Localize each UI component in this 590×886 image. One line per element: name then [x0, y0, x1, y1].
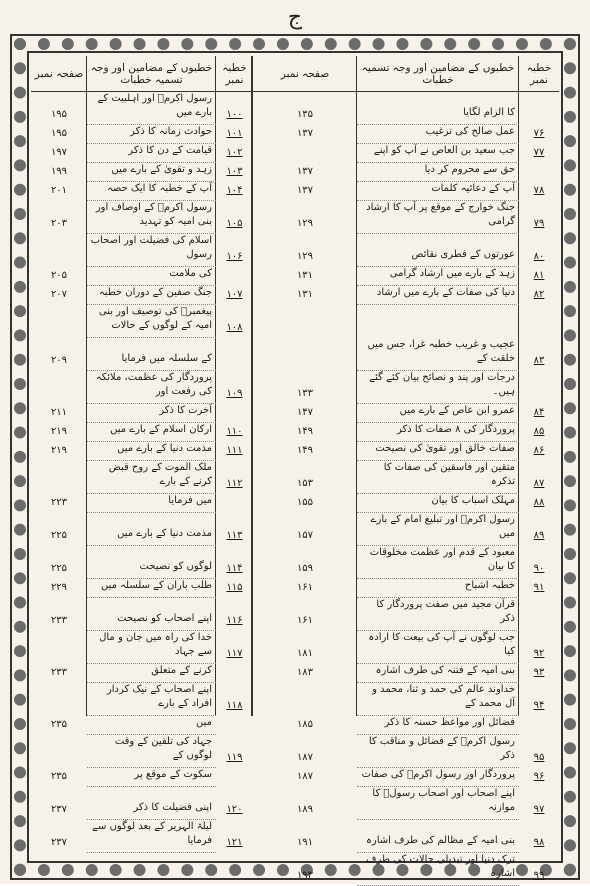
sermon-number-left: ۱۰۶ — [226, 251, 243, 262]
sermon-title-left: لیلۃ الہریر کے بعد لوگوں سے فرمایا — [87, 820, 216, 853]
header-right-page: صفحہ نمبر — [253, 56, 357, 92]
sermon-title-right: عجیب و غریب خطبہ غرا، جس میں خلقت کے — [357, 338, 519, 371]
sermon-number-left — [216, 404, 253, 423]
sermon-number-left: ۱۱۱ — [226, 445, 243, 456]
sermon-title-right: مہلک اسباب کا بیان — [357, 494, 519, 513]
sermon-title-left: اپنے اصحاب کو نصیحت — [87, 598, 216, 631]
sermon-number-right: ۷۶ — [533, 128, 545, 139]
sermon-title-left: قیامت کے دن کا ذکر — [87, 144, 216, 163]
sermon-number-left — [216, 664, 253, 683]
sermon-number-right: ۹۷ — [533, 804, 545, 815]
sermon-title-left: خدا کی راہ میں جان و مال سے جہاد — [87, 631, 216, 664]
page-number-right: ۱۴۹ — [296, 426, 314, 437]
sermon-number-left: ۱۰۱ — [226, 128, 243, 139]
header-left-title: خطبوں کے مضامین اور وجہ تسمیہ خطبات — [87, 56, 216, 92]
page-number-left: ۲۲۹ — [50, 582, 68, 593]
sermon-number-left: ۱۱۴ — [226, 563, 243, 574]
sermon-number-right: ۸۹ — [533, 530, 545, 541]
sermon-title-left: کے سلسلہ میں فرمایا — [87, 338, 216, 371]
sermon-number-right: ۹۱ — [533, 582, 545, 593]
page-marker: ج — [287, 5, 303, 30]
sermon-title-left: اپنی فضیلت کا ذکر — [87, 787, 216, 820]
page-number-right — [253, 338, 357, 371]
page-number-right: ۱۵۷ — [296, 530, 314, 541]
sermon-title-left: مذمت دنیا کے بارے میں — [87, 442, 216, 461]
header-right-title: خطبوں کے مضامین اور وجہ تسمیہ خطبات — [357, 56, 519, 92]
page-number-right: ۱۹۳ — [296, 870, 314, 881]
page-number-right: ۱۳۷ — [296, 166, 314, 177]
sermon-title-left: اپنے اصحاب کے نیک کردار افراد کے بارے — [87, 683, 216, 716]
sermon-number-right — [519, 716, 559, 735]
sermon-title-right: فضائل اور مواعظ حسنہ کا ذکر — [357, 716, 519, 735]
page-number-left — [31, 683, 87, 716]
sermon-number-right: ۹۵ — [533, 752, 545, 763]
sermon-title-left: میں فرمایا — [87, 494, 216, 513]
sermon-number-right: ۸۰ — [533, 251, 545, 262]
page-number-left: ۲۱۹ — [50, 426, 68, 437]
page-number-left: ۲۳۵ — [50, 719, 68, 730]
sermon-number-right: ۹۸ — [533, 837, 545, 848]
sermon-number-right — [519, 92, 559, 125]
page-number-right: ۱۹۱ — [296, 837, 314, 848]
page-number-right: ۱۵۵ — [296, 497, 314, 508]
sermon-number-right: ۷۸ — [533, 185, 545, 196]
sermon-title-left: رسول اکرمؐ اور اہلبیت کے بارے میں — [87, 92, 216, 125]
table-of-contents — [31, 56, 559, 881]
page-number-right: ۱۸۹ — [296, 804, 314, 815]
page-number-right: ۱۶۱ — [296, 582, 314, 593]
sermon-number-left: ۱۰۳ — [226, 166, 243, 177]
sermon-number-right: ۹۹ — [533, 870, 545, 881]
sermon-number-left: ۱۰۷ — [226, 289, 243, 300]
sermon-number-right: ۸۷ — [533, 478, 545, 489]
sermon-number-left — [216, 853, 253, 886]
page-number-left — [31, 853, 87, 886]
sermon-number-right — [519, 305, 559, 338]
page-number-right: ۱۸۳ — [296, 667, 314, 678]
page-number-left: ۲۰۷ — [50, 289, 68, 300]
page-number-left: ۱۹۵ — [50, 109, 68, 120]
sermon-number-right: ۹۳ — [533, 667, 545, 678]
sermon-title-right: متقین اور فاسقین کی صفات کا تذکرہ — [357, 461, 519, 494]
sermon-number-left — [216, 494, 253, 513]
sermon-number-left — [216, 768, 253, 787]
sermon-number-left — [216, 716, 253, 735]
sermon-number-right: ۸۴ — [533, 407, 545, 418]
sermon-number-left: ۱۱۲ — [226, 478, 243, 489]
page-number-right — [253, 683, 357, 716]
sermon-title-left: اسلام کی فضیلت اور اصحاب رسول — [87, 234, 216, 267]
sermon-number-right: ۹۰ — [533, 563, 545, 574]
sermon-title-right: جب لوگوں نے آپ کی بیعت کا ارادہ کیا — [357, 631, 519, 664]
sermon-number-left: ۱۱۳ — [226, 530, 243, 541]
sermon-title-left: زہد و تقویٰ کے بارے میں — [87, 163, 216, 182]
sermon-number-right: ۸۵ — [533, 426, 545, 437]
sermon-title-right: قرآن مجید میں صفت پروردگار کا ذکر — [357, 598, 519, 631]
sermon-number-left — [216, 338, 253, 371]
sermon-title-right: خداوند عالم کی حمد و ثنا، محمد و آل محمد کے — [357, 683, 519, 716]
page-number-right: ۱۵۳ — [296, 478, 314, 489]
sermon-title-left: رسول اکرمؐ کے اوصاف اور بنی امیہ کو تہدید — [87, 201, 216, 234]
sermon-title-left: سکوت کے موقع پر — [87, 768, 216, 787]
page-number-left: ۲۲۵ — [50, 530, 68, 541]
sermon-number-right: ۹۶ — [533, 771, 545, 782]
sermon-number-left: ۱۰۹ — [226, 388, 243, 399]
sermon-number-left: ۱۰۸ — [226, 322, 243, 333]
page-number-left: ۲۳۳ — [50, 667, 68, 678]
sermon-number-left: ۱۱۶ — [226, 615, 243, 626]
page-number-left: ۱۹۹ — [50, 166, 68, 177]
sermon-title-left: حوادث زمانہ کا ذکر — [87, 125, 216, 144]
sermon-title-right: معبود کے قدم اور عظمت مخلوقات کا بیان — [357, 546, 519, 579]
page-number-right: ۱۸۷ — [296, 771, 314, 782]
sermon-title-left: لوگوں کو نصیحت — [87, 546, 216, 579]
page-number-right — [253, 144, 357, 163]
sermon-title-left: پروردگار کی عظمت، ملائکہ کی رفعت اور — [87, 371, 216, 404]
page-number-left: ۲۱۹ — [50, 445, 68, 456]
page-number-left: ۲۳۳ — [50, 615, 68, 626]
page-number-right: ۱۳۳ — [296, 388, 314, 399]
page-number-left: ۱۹۷ — [50, 147, 68, 158]
sermon-title-left: طلب باران کے سلسلہ میں — [87, 579, 216, 598]
sermon-title-right: پروردگار کی ۸ صفات کا ذکر — [357, 423, 519, 442]
header-left-number: خطبہ نمبر — [216, 56, 253, 92]
sermon-number-left: ۱۰۲ — [226, 147, 243, 158]
sermon-title-right: جنگ خوارج کے موقع پر آپ کا ارشاد گرامی — [357, 201, 519, 234]
page-number-left — [31, 735, 87, 768]
sermon-title-right: رسول اکرمؐ اور تبلیغ امام کے بارے میں — [357, 513, 519, 546]
sermon-number-left: ۱۱۷ — [226, 648, 243, 659]
sermon-title-left: آخرت کا ذکر — [87, 404, 216, 423]
sermon-title-right: بنی امیہ کے فتنہ کی طرف اشارہ — [357, 664, 519, 683]
sermon-title-right — [357, 305, 519, 338]
sermon-number-left: ۱۱۵ — [226, 582, 243, 593]
header-right-number: خطبہ نمبر — [519, 56, 559, 92]
sermon-number-left — [216, 267, 253, 286]
sermon-title-right: صفات خالق اور تقویٰ کی نصیحت — [357, 442, 519, 461]
sermon-number-left: ۱۰۰ — [226, 109, 243, 120]
page-number-right: ۱۸۷ — [296, 752, 314, 763]
sermon-title-right: بنی امیہ کے مظالم کی طرف اشارہ — [357, 820, 519, 853]
sermon-number-left: ۱۲۰ — [226, 804, 243, 815]
sermon-title-right: زہد کے بارے میں ارشاد گرامی — [357, 267, 519, 286]
sermon-title-right: اپنے اصحاب اور اصحاب رسولؐ کا موازنہ — [357, 787, 519, 820]
sermon-title-left — [87, 853, 216, 886]
page-number-right: ۱۸۵ — [296, 719, 314, 730]
sermon-title-left: میں — [87, 716, 216, 735]
sermon-title-right: کا الزام لگایا — [357, 92, 519, 125]
page-number-left: ۲۰۳ — [50, 218, 68, 229]
sermon-title-right: عورتوں کے فطری نقائص — [357, 234, 519, 267]
page-number-right: ۱۲۹ — [296, 218, 314, 229]
sermon-number-right: ۹۴ — [533, 700, 545, 711]
page-number-left: ۲۰۵ — [50, 270, 68, 281]
page-number-left: ۲۰۹ — [50, 355, 68, 366]
sermon-title-left: آپ کے خطبہ کا ایک حصہ — [87, 182, 216, 201]
page-number-right: ۱۲۹ — [296, 251, 314, 262]
sermon-title-left: کی ملامت — [87, 267, 216, 286]
sermon-number-left: ۱۱۹ — [226, 752, 243, 763]
page-number-right: ۱۳۱ — [296, 289, 314, 300]
page-number-left — [31, 461, 87, 494]
sermon-number-right: ۸۳ — [533, 355, 545, 366]
sermon-title-right: درجات اور پند و نصائح بیان کئے گئے ہیں۔ — [357, 371, 519, 404]
page-number-right: ۱۴۹ — [296, 445, 314, 456]
page-number-left: ۲۱۱ — [50, 407, 68, 418]
page-number-right: ۱۵۹ — [296, 563, 314, 574]
page-number-left: ۲۲۳ — [50, 497, 68, 508]
page-number-right: ۱۳۵ — [296, 109, 314, 120]
sermon-number-left: ۱۰۴ — [226, 185, 243, 196]
page-number-right: ۱۶۱ — [296, 615, 314, 626]
sermon-title-right: عمل صالح کی ترغیب — [357, 125, 519, 144]
page-number-right: ۱۸۱ — [296, 648, 314, 659]
sermon-number-right: ۹۲ — [533, 648, 545, 659]
sermon-number-right: ۸۶ — [533, 445, 545, 456]
sermon-number-right — [519, 163, 559, 182]
sermon-number-left: ۱۰۵ — [226, 218, 243, 229]
sermon-number-right: ۷۷ — [533, 147, 545, 158]
page-number-left: ۲۳۷ — [50, 837, 68, 848]
sermon-number-left: ۱۱۸ — [226, 700, 243, 711]
sermon-number-right — [519, 598, 559, 631]
sermon-title-right: خطبہ اشباح — [357, 579, 519, 598]
sermon-title-right: عمرو ابن عاص کے بارے میں — [357, 404, 519, 423]
page-number-right — [253, 305, 357, 338]
page-number-left: ۲۳۷ — [50, 804, 68, 815]
sermon-title-right: آپ کے دعائیہ کلمات — [357, 182, 519, 201]
page-number-left: ۲۰۱ — [50, 185, 68, 196]
page-number-left — [31, 234, 87, 267]
sermon-title-right: حق سے محروم کر دیا — [357, 163, 519, 182]
sermon-number-left: ۱۱۰ — [226, 426, 243, 437]
sermon-title-left: کرنے کے متعلق — [87, 664, 216, 683]
sermon-number-left: ۱۲۱ — [226, 837, 243, 848]
sermon-title-left: جنگ صفین کے دوران خطبہ — [87, 286, 216, 305]
sermon-title-left: پیغمبرؐ کی توصیف اور بنی امیہ کے لوگوں کے حالات — [87, 305, 216, 338]
sermon-number-right: ۸۲ — [533, 289, 545, 300]
sermon-title-left: جہاد کی تلقین کے وقت لوگوں کے — [87, 735, 216, 768]
page-number-left — [31, 631, 87, 664]
sermon-number-right — [519, 371, 559, 404]
sermon-number-right: ۸۸ — [533, 497, 545, 508]
sermon-title-left: ملک الموت کے روح قبض کرنے کے بارے — [87, 461, 216, 494]
page-number-left — [31, 305, 87, 338]
sermon-title-right: پروردگار اور رسول اکرمؐ کی صفات — [357, 768, 519, 787]
page-number-right: ۱۳۱ — [296, 270, 314, 281]
header-left-page: صفحہ نمبر — [31, 56, 87, 92]
sermon-title-right: دنیا کی صفات کے بارے میں ارشاد — [357, 286, 519, 305]
page-number-left: ۲۳۵ — [50, 771, 68, 782]
page-number-right: ۱۴۷ — [296, 407, 314, 418]
page-number-left — [31, 371, 87, 404]
page-number-left: ۲۲۵ — [50, 563, 68, 574]
sermon-number-right: ۷۹ — [533, 218, 545, 229]
page-number-right: ۱۳۷ — [296, 128, 314, 139]
sermon-title-left: مذمت دنیا کے بارے میں — [87, 513, 216, 546]
page-number-left: ۱۹۵ — [50, 128, 68, 139]
sermon-title-right: رسول اکرمؐ کے فضائل و مناقب کا ذکر — [357, 735, 519, 768]
sermon-title-right: ترک دنیا اور تبدیلی حالات کی طرف اشارہ — [357, 853, 519, 886]
sermon-title-left: ارکان اسلام کے بارے میں — [87, 423, 216, 442]
sermon-title-right: جب سعید بن العاص نے آپ کو اپنے — [357, 144, 519, 163]
sermon-number-right: ۸۱ — [533, 270, 545, 281]
page-number-right: ۱۳۷ — [296, 185, 314, 196]
